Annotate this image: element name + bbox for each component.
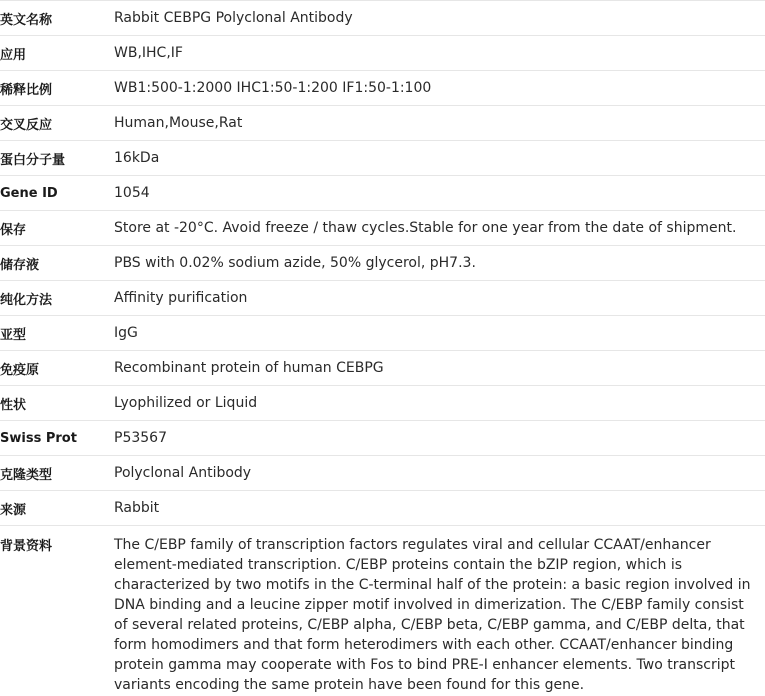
row-purification [0, 281, 765, 316]
row-isotype [0, 316, 765, 351]
row-value: P53567 [114, 421, 765, 456]
row-dilution [0, 71, 765, 106]
row-label: 免疫原 [0, 351, 114, 386]
row-value: Rabbit [114, 491, 765, 526]
row-label: 保存 [0, 211, 114, 246]
row-gene-id [0, 176, 765, 211]
row-value: 1054 [114, 176, 765, 211]
row-clonality [0, 456, 765, 491]
row-label: 稀释比例 [0, 71, 114, 106]
row-label: 来源 [0, 491, 114, 526]
row-value: Rabbit CEBPG Polyclonal Antibody [114, 1, 765, 36]
row-value: Recombinant protein of human CEBPG [114, 351, 765, 386]
row-label: 英文名称 [0, 1, 114, 36]
row-value: Lyophilized or Liquid [114, 386, 765, 421]
row-value: Human,Mouse,Rat [114, 106, 765, 141]
row-form [0, 386, 765, 421]
row-label: 储存液 [0, 246, 114, 281]
row-swiss-prot [0, 421, 765, 456]
row-value: 16kDa [114, 141, 765, 176]
row-value: WB1:500-1:2000 IHC1:50-1:200 IF1:50-1:100 [114, 71, 765, 106]
row-label: 克隆类型 [0, 456, 114, 491]
row-storage-buffer [0, 246, 765, 281]
row-label: Gene ID [0, 176, 114, 211]
row-label: 纯化方法 [0, 281, 114, 316]
row-label: 性状 [0, 386, 114, 421]
row-storage [0, 211, 765, 246]
row-application [0, 36, 765, 71]
row-label: 背景资料 [0, 539, 53, 554]
row-background [0, 526, 765, 696]
row-cross-reactivity [0, 106, 765, 141]
row-value: WB,IHC,IF [114, 36, 765, 71]
row-host-source [0, 491, 765, 526]
row-molecular-weight [0, 141, 765, 176]
row-label: 应用 [0, 36, 114, 71]
row-english-name [0, 1, 765, 36]
row-value: Store at -20°C. Avoid freeze / thaw cycles.Stable for one year from the date of shipment. [114, 211, 765, 246]
row-label: 蛋白分子量 [0, 141, 114, 176]
background-text: The C/EBP family of transcription factors regulates viral and cellular CCAAT/enhancer element-mediated transcription. C/EBP proteins contain the bZIP region, which is characterized by two motifs in the C-terminal half of the protein: a basic region involved in DNA binding and a leucine zipper motif involved in dimerization. The C/EBP family consist of several related proteins, C/EBP alpha, C/EBP beta, C/EBP gamma, and C/EBP delta, that form homodimers and that form heterodimers with each other. CCAAT/enhancer binding protein gamma may cooperate with Fos to bind PRE-I enhancer elements. Two transcript variants encoding the same protein have been found for this gene. [114, 537, 751, 693]
row-immunogen [0, 351, 765, 386]
row-label: Swiss Prot [0, 421, 114, 456]
row-value: IgG [114, 316, 765, 351]
row-value: Affinity purification [114, 281, 765, 316]
row-label: 交叉反应 [0, 106, 114, 141]
row-label: 亚型 [0, 316, 114, 351]
row-value: PBS with 0.02% sodium azide, 50% glycerol, pH7.3. [114, 246, 765, 281]
row-value: Polyclonal Antibody [114, 456, 765, 491]
